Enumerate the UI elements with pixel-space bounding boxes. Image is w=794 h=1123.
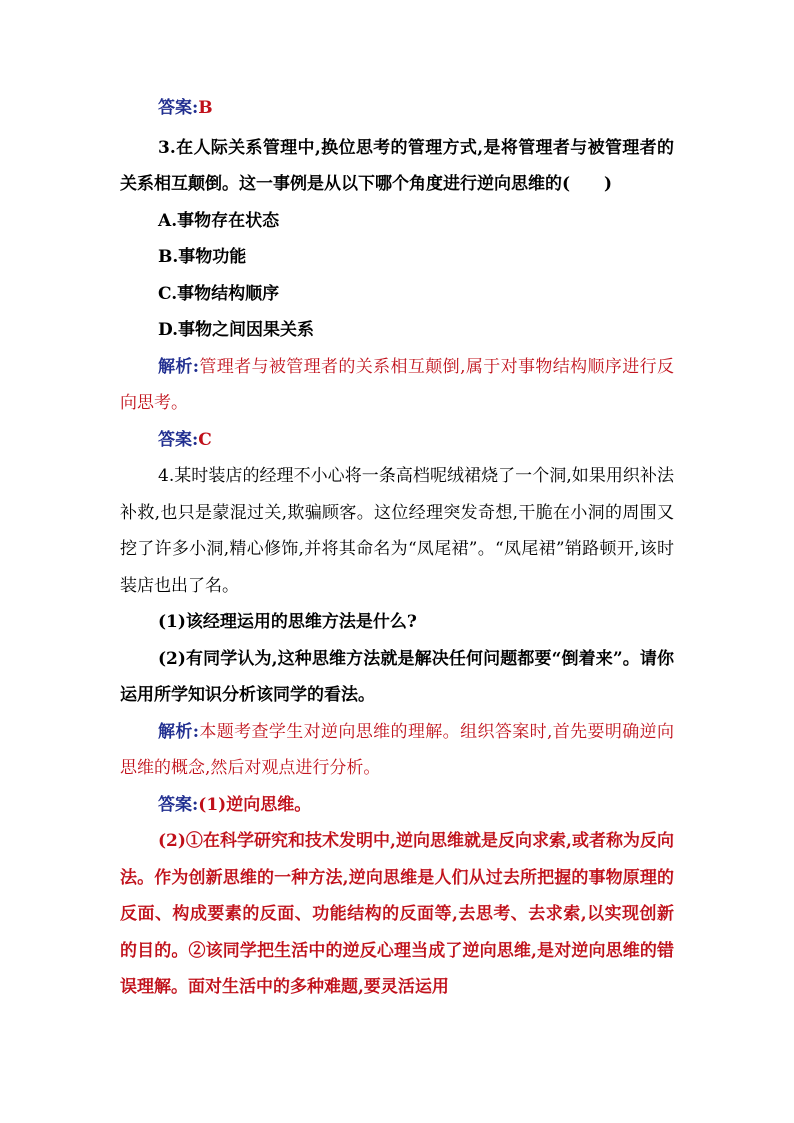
question-3-option-b: B.事物功能 [158, 247, 247, 267]
question-4-answer-2: (2)①在科学研究和技术发明中,逆向思维就是反向求索,或者称为反向法。作为创新思维的一种方法,逆向思维是人们从过去所把握的事物原理的反面、构成要素的反面、功能结构的反面等,去思考、去求索,以实现创新的目的。②该同学把生活中的逆反心理当成了逆向思维,是对逆向思维的错误理解。面对生活中的多种难题,要灵活运用 [120, 831, 674, 997]
answer-value: C [198, 429, 212, 450]
answer-text: (1)逆向思维。 [198, 794, 312, 815]
question-3-stem: 3.在人际关系管理中,换位思考的管理方式,是将管理者与被管理者的关系相互颠倒。这一事例是从以下哪个角度进行逆向思维的( ) [120, 137, 674, 194]
analysis-label: 解析: [158, 721, 200, 742]
question-3-option-d: D.事物之间因果关系 [158, 320, 315, 340]
question-4-answer-1 [120, 787, 674, 824]
question-3-answer [120, 422, 674, 459]
answer-value: B [198, 98, 213, 118]
question-4-analysis [120, 714, 674, 787]
question-3-option-a: A.事物存在状态 [158, 210, 280, 231]
document-content [120, 90, 674, 1006]
question-3-analysis [120, 349, 674, 422]
answer-line-q2 [120, 90, 674, 127]
answer-label: 答案: [158, 98, 199, 118]
question-3-option-c: C.事物结构顺序 [158, 283, 280, 304]
question-4-sub-2: (2)有同学认为,这种思维方法就是解决任何问题都要“倒着来”。请你运用所学知识分析该同学的看法。 [120, 648, 674, 705]
answer-label: 答案: [158, 794, 199, 815]
analysis-label: 解析: [158, 356, 200, 377]
analysis-text: 本题考查学生对逆向思维的理解。组织答案时,首先要明确逆向思维的概念,然后对观点进行分析。 [120, 721, 674, 778]
answer-label: 答案: [158, 429, 199, 450]
analysis-text: 管理者与被管理者的关系相互颠倒,属于对事物结构顺序进行反向思考。 [120, 356, 674, 413]
question-4-stem: 4.某时装店的经理不小心将一条高档呢绒裙烧了一个洞,如果用织补法补救,也只是蒙混过关,欺骗顾客。这位经理突发奇想,干脆在小洞的周围又挖了许多小洞,精心修饰,并将其命名为“凤尾裙”。“凤尾裙”销路顿开,该时装店也出了名。 [120, 466, 674, 596]
question-4-sub-1: (1)该经理运用的思维方法是什么? [158, 612, 417, 632]
